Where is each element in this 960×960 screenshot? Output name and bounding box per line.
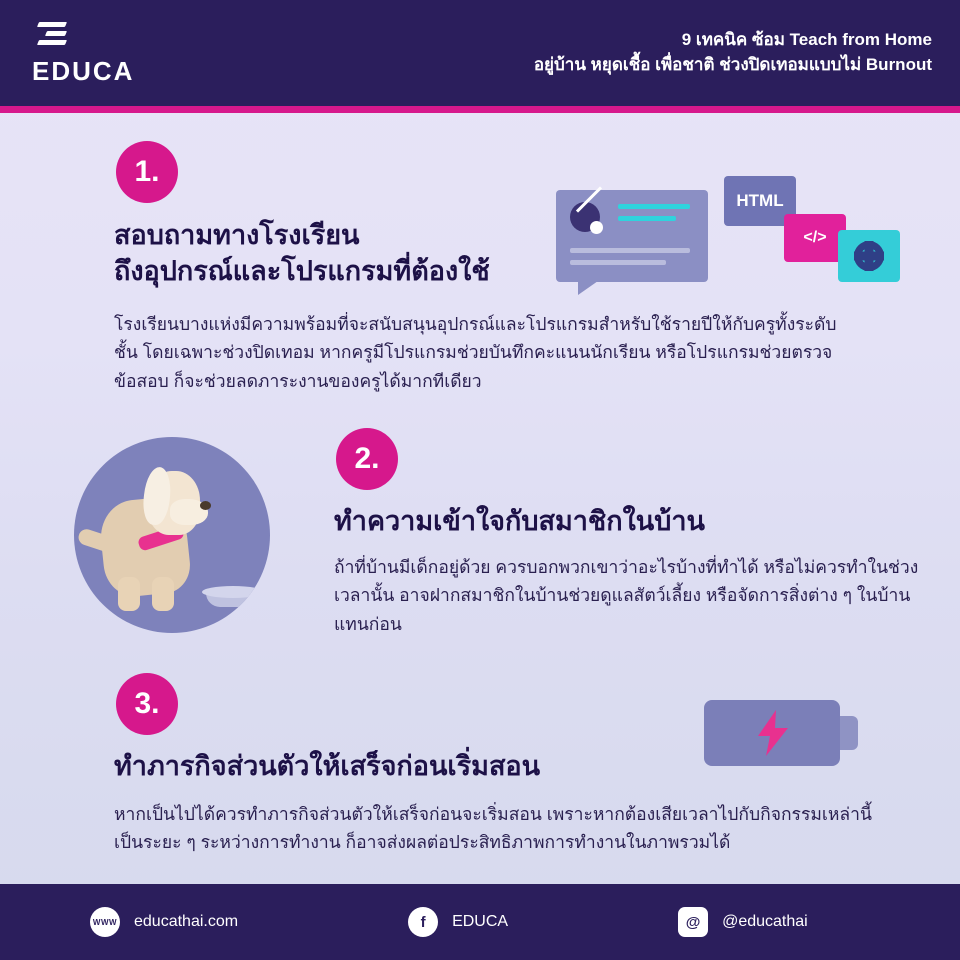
dog-bowl-icon <box>206 593 260 607</box>
brand-name: EDUCA <box>32 55 135 86</box>
dog-leg-icon <box>118 577 140 611</box>
footer-instagram[interactable] <box>678 907 808 937</box>
page-footer <box>0 884 960 960</box>
step-number-badge-1: 1. <box>116 141 178 203</box>
browser-code-illustration <box>556 172 906 302</box>
instagram-icon: @ <box>678 907 708 937</box>
battery-charge-illustration <box>704 700 864 772</box>
battery-cap-icon <box>840 716 858 750</box>
footer-facebook-label: EDUCA <box>452 913 509 930</box>
footer-website[interactable] <box>90 907 238 937</box>
step-body-3: หากเป็นไปได้ควรทำภารกิจส่วนตัวให้เสร็จก่อนจะเริ่มสอน เพราะหากต้องเสียเวลาไปกับกิจกรรมเหล่านี้เป็นระยะ ๆ ระหว่างการทำงาน ก็อาจส่งผลต่อประสิทธิภาพการทำงานในภาพรวมได้ <box>114 804 872 853</box>
www-icon: WWW <box>90 907 120 937</box>
gear-icon <box>854 241 884 271</box>
dog-nose-icon <box>200 501 211 510</box>
step-number-badge-2: 2. <box>336 428 398 490</box>
dog-pet-illustration <box>74 437 270 633</box>
chart-dot-icon <box>570 202 600 232</box>
step-heading-1-line2: ถึงอุปกรณ์และโปรแกรมที่ต้องใช้ <box>114 256 490 287</box>
footer-website-label: educathai.com <box>134 913 239 930</box>
facebook-icon: f <box>408 907 438 937</box>
html-tag-tile: HTML <box>724 176 796 226</box>
step-body-2: ถ้าที่บ้านมีเด็กอยู่ด้วย ควรบอกพวกเขาว่าอะไรบ้างที่ทำได้ หรือไม่ควรทำในช่วงเวลานั้น อาจฝากสมาชิกในบ้านช่วยดูแลสัตว์เลี้ยง หรือจัดการสิ่งต่าง ๆ ในบ้านแทนก่อน <box>334 557 919 634</box>
step-body-1: โรงเรียนบางแห่งมีความพร้อมที่จะสนับสนุนอุปกรณ์และโปรแกรมสำหรับใช้รายปีให้กับครูทั้งระดับชั้น โดยเฉพาะช่วงปิดเทอม หากครูมีโปรแกรมช่วยบันทึกคะแนนนักเรียน หรือโปรแกรมช่วยตรวจข้อสอบ ก็จะช่วยลดภาระงานของครูได้มากทีเดียว <box>114 314 837 391</box>
step-heading-3: ทำภารกิจส่วนตัวให้เสร็จก่อนเริ่มสอน <box>114 751 541 781</box>
text-line-icon <box>618 216 676 221</box>
step-heading-1-line1: สอบถามทางโรงเรียน <box>114 220 360 250</box>
header-title <box>534 28 932 77</box>
speech-bubble-icon <box>556 190 708 282</box>
footer-instagram-label: @educathai <box>722 913 808 930</box>
accent-divider <box>0 106 960 113</box>
page-header <box>0 0 960 106</box>
lightning-bolt-icon <box>756 710 790 756</box>
text-line-icon <box>618 204 690 209</box>
gear-tile <box>838 230 900 282</box>
educa-logo-icon <box>38 20 72 50</box>
header-title-line2: อยู่บ้าน หยุดเชื้อ เพื่อชาติ ช่วงปิดเทอมแบบไม่ Burnout <box>533 55 932 74</box>
step-heading-2: ทำความเข้าใจกับสมาชิกในบ้าน <box>334 506 705 536</box>
footer-facebook[interactable] <box>408 907 508 937</box>
brand <box>32 20 134 87</box>
code-tag-tile: </> <box>784 214 846 262</box>
text-line-icon <box>570 248 690 253</box>
dog-leg-icon <box>152 577 174 611</box>
text-line-icon <box>570 260 666 265</box>
header-title-line1: 9 เทคนิค ซ้อม Teach from Home <box>681 30 932 50</box>
step-number-badge-3: 3. <box>116 673 178 735</box>
